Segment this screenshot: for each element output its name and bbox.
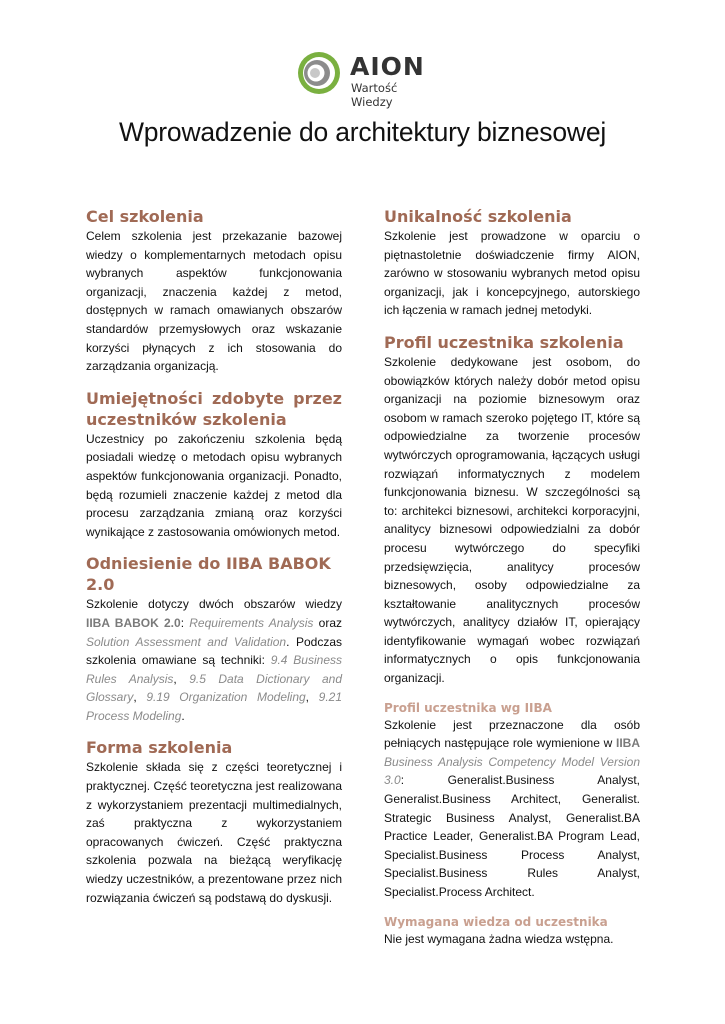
text-unikalnosc: Szkolenie jest prowadzone w oparciu o piętnastoletnie doświadczenie firmy AION, zarówno w stosowaniu wybranych metod opisu organizacji, jak i koncepcyjnego, autorskiego ich łączenia w ramach jednej metodyki. (384, 229, 640, 318)
heading-babok: Odniesienie do IIBA BABOK 2.0 (86, 554, 331, 595)
heading-cel: Cel szkolenia (86, 207, 204, 226)
text-umiejetnosci: Uczestnicy po zakończeniu szkolenia będą posiadali wiedzę o metodach opisu wybranych aspektów funkcjonowania organizacji. Ponadto, będą rozumieli znaczenie każdej z metod dla procesu zarządzania zmianą oraz korzyści wynikające z zastosowania omówionych metod. (86, 431, 342, 539)
section-unikalnosc (384, 206, 640, 320)
text-cel: Celem szkolenia jest przekazanie bazowej wiedzy o komplementarnych metodach opisu wybranych aspektów funkcjonowania organizacji, znaczenia każdej z metod, dostępnych w ramach omawianych obszarów standardów przemysłowych oraz wskazanie korzyści płynących z ich stosowania do zarządzania organizacją. (86, 229, 342, 374)
text-profil: Szkolenie dedykowane jest osobom, do obowiązków których należy dobór metod opisu organizacji na poziomie biznesowym oraz osobom w ramach szeroko pojętego IT, które są odpowiedzialne za tworzenie procesów wytwórczych oprogramowania, łączących usługi rozwiązań informatycznych z modelem funkcjonowania biznesu. W szczególności są to: architekci biznesowi, architekci korporacyjni, analitycy biznesowi odpowiedzialni za dobór procesu wytwórczego do specyfiki przedsięwzięcia, analitycy procesów biznesowych, osoby odpowiedzialne za kształtowanie analitycznych procesów wytwórczych, analitycy działów IT, opierający identyfikowanie wymagań wobec rozwiązań informatycznych o opis funkcjonowania organizacji. (384, 354, 640, 686)
brand-tagline: Wartość Wiedzy (351, 81, 398, 109)
heading-forma: Forma szkolenia (86, 738, 233, 758)
heading-profil: Profil uczestnika szkolenia (384, 332, 624, 352)
section-umiejetnosci (86, 388, 342, 542)
section-profil (384, 332, 640, 688)
right-column (384, 206, 640, 960)
text-babok: Szkolenie dotyczy dwóch obszarów wiedzy IIBA BABOK 2.0: Requirements Analysis oraz Solution Assessment and Validation. Podczas szkolenia omawiane są techniki: 9.4 Business Rules Analysis, 9.5 Data Dictionary and Glossary, 9.19 Organization Modeling, 9.21 Process Modeling. (86, 597, 342, 723)
text-wymagana: Nie jest wymagana żadna wiedza wstępna. (384, 931, 614, 946)
heading-umiejetnosci-line2: uczestników szkolenia (86, 409, 287, 429)
section-profil-iiba (384, 700, 640, 902)
text-forma: Szkolenie składa się z części teoretycznej i praktycznej. Część teoretyczna jest realizowana z wykorzystaniem prezentacji multimedialnych, zaś praktyczna z wykorzystaniem opracowanych ćwiczeń. Część praktyczna szkolenia pozwala na bieżącą weryfikację wiedzy uczestników, a prezentowane przez nich rozwiązania ćwiczeń są podstawą do dyskusji. (86, 760, 342, 905)
left-column (86, 206, 342, 919)
text-profil-iiba: Szkolenie jest przeznaczone dla osób pełniących następujące role wymienione w IIBA Business Analysis Competency Model Version 3.0: Generalist.Business Analyst, Generalist.Business Architect, Generalist. Strategic Business Analyst, Generalist.BA Practice Leader, Generalist.BA Program Lead, Specialist.Business Process Analyst, Specialist.Business Rules Analyst, Specialist.Process Architect. (384, 717, 640, 899)
heading-unikalnosc: Unikalność szkolenia (384, 207, 572, 226)
heading-umiejetnosci-line1: Umiejętności zdobyte przez (86, 388, 342, 408)
heading-wymagana: Wymagana wiedza od uczestnika (384, 914, 608, 929)
section-babok (86, 553, 342, 725)
section-cel (86, 206, 342, 376)
section-wymagana (384, 914, 640, 949)
aion-logo-icon (296, 50, 342, 96)
brand-name: AION (350, 52, 425, 81)
heading-profil-iiba: Profil uczestnika wg IIBA (384, 700, 552, 715)
aion-logo (296, 50, 436, 109)
page-title: Wprowadzenie do architektury biznesowej (118, 117, 607, 147)
section-forma (86, 737, 342, 907)
